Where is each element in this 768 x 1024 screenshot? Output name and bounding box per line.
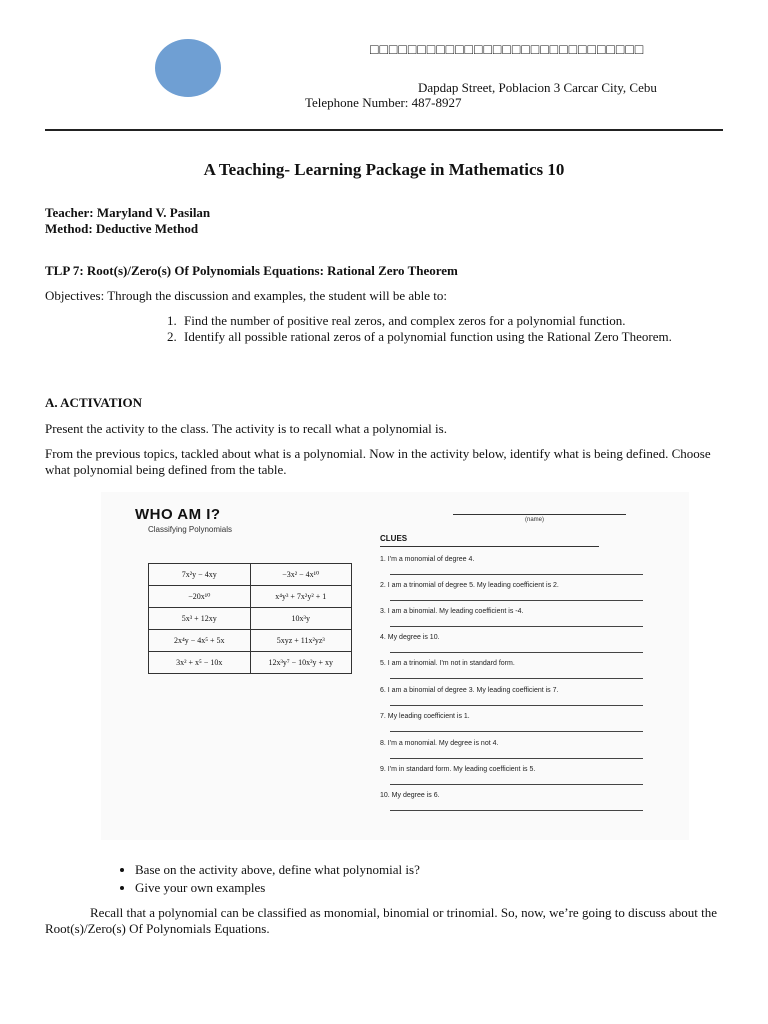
clues-underline bbox=[380, 546, 599, 547]
clue-text: 7. My leading coefficient is 1. bbox=[380, 713, 470, 720]
clue-text: 8. I'm a monomial. My degree is not 4. bbox=[380, 740, 499, 747]
answer-line[interactable] bbox=[390, 784, 643, 785]
answer-line[interactable] bbox=[390, 574, 643, 575]
document-title: A Teaching- Learning Package in Mathematics 10 bbox=[203, 160, 565, 179]
clue-item bbox=[380, 634, 643, 648]
clue-text: 2. I am a trinomial of degree 5. My leading coefficient is 2. bbox=[380, 582, 559, 589]
table-cell: 7x²y − 4xy bbox=[149, 564, 251, 586]
clue-item bbox=[380, 687, 643, 701]
table-cell: 12x³y⁷ − 10x²y + xy bbox=[250, 652, 352, 674]
worksheet-subtitle: Classifying Polynomials bbox=[148, 525, 233, 534]
header-divider bbox=[45, 129, 723, 131]
clues-heading: CLUES bbox=[380, 534, 408, 543]
answer-line[interactable] bbox=[390, 626, 643, 627]
section-a-paragraph-2: From the previous topics, tackled about what is a polynomial. Now in the activity below, identify what is being defined. Choose what polynomial being defined from the table. bbox=[45, 446, 711, 477]
clue-text: 9. I'm in standard form. My leading coefficient is 5. bbox=[380, 766, 536, 773]
question-item: • Base on the activity above, define what polynomial is? bbox=[135, 861, 420, 879]
clue-item bbox=[380, 766, 643, 780]
clue-item bbox=[380, 608, 643, 622]
table-cell: 3x² + x⁵ − 10x bbox=[149, 652, 251, 674]
table-cell: x⁴y³ + 7x²y² + 1 bbox=[250, 586, 352, 608]
tlp-heading: TLP 7: Root(s)/Zero(s) Of Polynomials Equations: Rational Zero Theorem bbox=[45, 263, 458, 278]
table-cell: 10x³y bbox=[250, 608, 352, 630]
question-item: • Give your own examples bbox=[135, 879, 420, 897]
clue-item bbox=[380, 713, 643, 727]
method-line: Method: Deductive Method bbox=[45, 221, 199, 236]
school-address: Dapdap Street, Poblacion 3 Carcar City, Cebu bbox=[418, 80, 657, 95]
school-telephone: Telephone Number: 487-8927 bbox=[305, 95, 462, 110]
clue-text: 6. I am a binomial of degree 3. My leading coefficient is 7. bbox=[380, 687, 559, 694]
school-logo bbox=[155, 39, 221, 97]
table-row bbox=[149, 630, 352, 652]
clue-text: 4. My degree is 10. bbox=[380, 634, 440, 641]
table-cell: 2x⁴y − 4x⁵ + 5x bbox=[149, 630, 251, 652]
objective-item: 2. Identify all possible rational zeros of a polynomial function using the Rational Zero Theorem. bbox=[180, 329, 720, 345]
clue-text: 10. My degree is 6. bbox=[380, 792, 440, 799]
clue-item bbox=[380, 660, 643, 674]
answer-line[interactable] bbox=[390, 758, 643, 759]
clue-item bbox=[380, 556, 643, 570]
section-a-heading: A. ACTIVATION bbox=[45, 395, 143, 410]
school-name: □□□□□□□□□□□□□□□□□□□□□□□□□□□□□ bbox=[370, 43, 645, 58]
worksheet-image bbox=[101, 492, 689, 840]
worksheet-title: WHO AM I? bbox=[135, 506, 221, 523]
name-label: (name) bbox=[525, 517, 545, 523]
teacher-line: Teacher: Maryland V. Pasilan bbox=[45, 205, 211, 220]
table-cell: −20x¹⁰ bbox=[149, 586, 251, 608]
activity-questions bbox=[113, 861, 420, 897]
answer-line[interactable] bbox=[390, 810, 643, 811]
clue-text: 3. I am a binomial. My leading coefficient is -4. bbox=[380, 608, 524, 615]
answer-line[interactable] bbox=[390, 705, 643, 706]
answer-line[interactable] bbox=[390, 678, 643, 679]
section-a-paragraph-1: Present the activity to the class. The activity is to recall what a polynomial is. bbox=[45, 421, 447, 436]
answer-line[interactable] bbox=[390, 731, 643, 732]
clue-text: 1. I'm a monomial of degree 4. bbox=[380, 556, 475, 563]
answer-line[interactable] bbox=[390, 652, 643, 653]
clue-item bbox=[380, 792, 643, 806]
answer-line[interactable] bbox=[390, 600, 643, 601]
recall-paragraph: Recall that a polynomial can be classified as monomial, binomial or trinomial. So, now, we’re going to discuss about the Root(s)/Zero(s) Of Polynomials Equations. bbox=[45, 905, 717, 936]
name-line bbox=[453, 514, 626, 515]
clue-item bbox=[380, 582, 643, 596]
table-cell: 5x³ + 12xy bbox=[149, 608, 251, 630]
table-cell: 5xyz + 11x²yz³ bbox=[250, 630, 352, 652]
polynomial-table bbox=[148, 563, 352, 674]
table-row bbox=[149, 608, 352, 630]
objectives-intro: Objectives: Through the discussion and examples, the student will be able to: bbox=[45, 288, 447, 303]
clue-text: 5. I am a trinomial. I'm not in standard form. bbox=[380, 660, 515, 667]
table-row bbox=[149, 564, 352, 586]
objective-item: 1. Find the number of positive real zeros, and complex zeros for a polynomial function. bbox=[180, 313, 720, 329]
table-row bbox=[149, 652, 352, 674]
table-cell: −3x² − 4x¹⁰ bbox=[250, 564, 352, 586]
objectives-list bbox=[158, 313, 720, 345]
table-row bbox=[149, 586, 352, 608]
clue-item bbox=[380, 740, 643, 754]
